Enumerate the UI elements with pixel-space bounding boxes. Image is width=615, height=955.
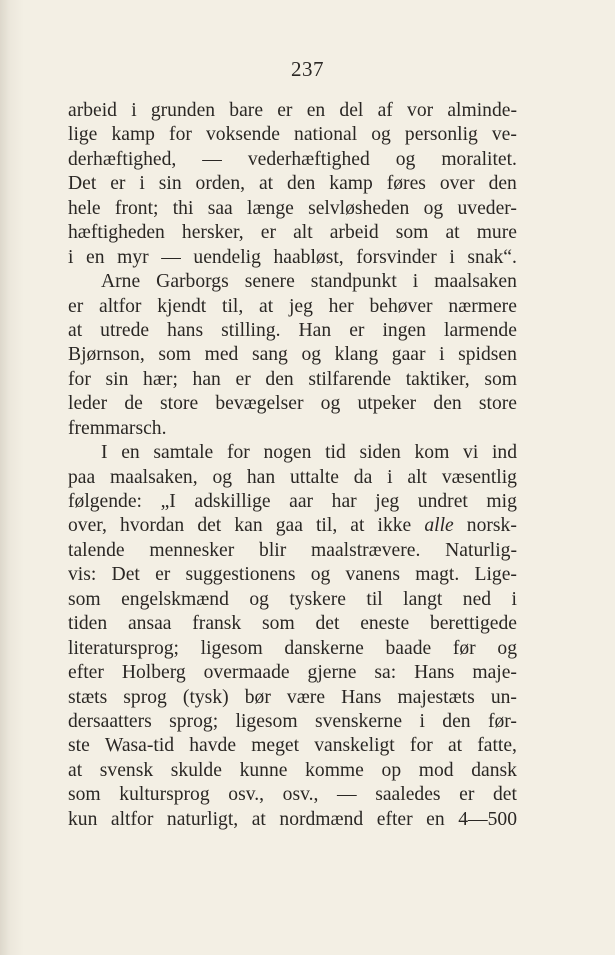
- word: til,: [222, 295, 244, 317]
- word: og: [249, 588, 269, 610]
- word: her: [328, 295, 354, 317]
- word: den: [488, 173, 517, 195]
- word: det: [315, 613, 340, 635]
- word: er: [155, 564, 171, 586]
- word: før: [452, 637, 476, 659]
- word: i: [511, 588, 517, 610]
- word: over,: [68, 515, 107, 537]
- word: del: [339, 100, 364, 121]
- text-line: [68, 319, 517, 343]
- word: en: [426, 808, 445, 830]
- word: senere: [244, 271, 295, 293]
- word: derhæftighed,: [68, 148, 177, 170]
- word: og: [371, 124, 391, 146]
- word: langt: [403, 588, 443, 610]
- word: store: [478, 393, 517, 415]
- word: havde: [189, 735, 237, 757]
- word: altfor: [110, 808, 154, 830]
- word: Arne: [101, 271, 141, 293]
- word: længe: [247, 197, 294, 219]
- word: haabløst,: [273, 246, 344, 268]
- word: vanens: [345, 564, 400, 586]
- word: ansaa: [127, 613, 172, 635]
- word: at: [259, 295, 274, 317]
- word: og: [310, 564, 331, 586]
- word: stæts: [68, 686, 108, 708]
- word: gaar: [391, 344, 426, 366]
- word: alt: [407, 466, 427, 488]
- word: undret: [417, 491, 468, 512]
- word: en: [121, 442, 140, 464]
- word: kjendt: [157, 295, 207, 317]
- text-line: [68, 734, 517, 758]
- word: larmende: [444, 319, 517, 341]
- word: følgende:: [68, 491, 142, 512]
- word: og: [301, 344, 322, 366]
- body-text: [68, 99, 517, 832]
- text-line: [68, 417, 517, 441]
- word: osv.,: [282, 784, 319, 806]
- word: Hans: [341, 686, 382, 708]
- text-line: [68, 221, 517, 245]
- word: den: [442, 710, 471, 732]
- word: fransk: [192, 613, 242, 635]
- word: vederhæftighed: [247, 148, 370, 170]
- text-line: [68, 588, 517, 612]
- word: arbeid: [329, 222, 379, 244]
- word: bare: [229, 100, 264, 121]
- word: med: [204, 344, 239, 366]
- word: i: [419, 710, 425, 732]
- word: og: [320, 393, 341, 415]
- word: —: [161, 246, 181, 268]
- word: for: [226, 442, 250, 464]
- text-line: [68, 783, 517, 807]
- text-line: [68, 466, 517, 490]
- word: 4—500: [458, 808, 517, 830]
- text-line: [68, 514, 517, 538]
- word: føres: [386, 173, 426, 195]
- word: Lige-: [474, 564, 517, 586]
- word: alt: [293, 222, 313, 244]
- text-line: [68, 661, 517, 685]
- word: stilling.: [221, 319, 281, 341]
- word: spidsen: [458, 344, 517, 366]
- word: er: [260, 222, 276, 244]
- word: Han: [298, 319, 332, 341]
- word: kultursprog: [119, 784, 210, 806]
- word: siden: [359, 442, 401, 464]
- word: ned: [462, 588, 492, 610]
- word: selvløsheden: [308, 197, 410, 219]
- word: magt.: [415, 564, 460, 586]
- text-line: [68, 686, 517, 710]
- word: som: [68, 784, 101, 806]
- text-line: [68, 295, 517, 319]
- word: literatursprog;: [68, 637, 179, 659]
- word: ikke: [377, 515, 412, 537]
- word: gjerne: [307, 662, 357, 684]
- word: den: [265, 368, 294, 390]
- word: engelskmænd: [121, 588, 229, 610]
- word: at: [258, 173, 274, 195]
- word: naturligt,: [166, 808, 239, 830]
- word: Garborgs: [156, 271, 229, 293]
- word: han: [246, 466, 276, 488]
- word: at: [251, 808, 266, 830]
- word: gaa: [275, 515, 303, 537]
- word: og: [212, 466, 233, 488]
- word: mig: [486, 491, 517, 512]
- word: kom: [414, 442, 450, 464]
- word: hær;: [143, 368, 178, 390]
- word: bevægelser: [215, 393, 304, 415]
- word: snak“.: [467, 246, 517, 268]
- word: Bjørnson,: [68, 344, 145, 366]
- word: for: [409, 735, 433, 757]
- word: utrede: [100, 319, 150, 341]
- word: i: [139, 173, 145, 195]
- word: vi: [463, 442, 479, 464]
- word: til,: [315, 515, 338, 537]
- word: mure: [476, 222, 517, 244]
- word: uveder-: [457, 197, 517, 219]
- word: den: [433, 393, 462, 415]
- word: sin: [158, 173, 182, 195]
- word: væsentlig: [441, 466, 517, 488]
- text-line: [68, 172, 517, 196]
- word: ve-: [491, 124, 517, 146]
- word: aar: [289, 491, 314, 512]
- text-line: [68, 612, 517, 636]
- word: en: [86, 246, 105, 268]
- word: har: [331, 491, 357, 512]
- word: kunne: [239, 759, 288, 781]
- word: for: [68, 368, 91, 390]
- word: personlig: [404, 124, 478, 146]
- word: alle: [424, 515, 454, 537]
- word: myr: [117, 246, 149, 268]
- word: taktiker,: [405, 368, 470, 390]
- word: danskerne: [284, 637, 364, 659]
- word: af: [377, 100, 393, 121]
- word: ste: [68, 735, 90, 757]
- word: Wasa-tid: [104, 735, 175, 757]
- word: som: [158, 344, 192, 366]
- word: fatte,: [477, 735, 517, 757]
- word: uttalte: [290, 466, 339, 488]
- word: (tysk): [182, 686, 229, 708]
- word: vor: [407, 100, 434, 121]
- word: samtale: [153, 442, 214, 464]
- word: sang: [251, 344, 288, 366]
- word: —: [202, 148, 222, 170]
- text-line: [68, 710, 517, 734]
- word: klang: [334, 344, 379, 366]
- word: adskillige: [194, 491, 271, 512]
- word: og: [423, 197, 444, 219]
- word: kan: [234, 515, 263, 537]
- word: hans: [167, 319, 204, 341]
- word: maalsaken: [434, 271, 517, 293]
- word: ligesom: [200, 637, 263, 659]
- word: er: [110, 173, 126, 195]
- word: osv.,: [228, 784, 265, 806]
- word: være: [286, 686, 326, 708]
- word: ingen: [382, 319, 426, 341]
- word: han: [192, 368, 221, 390]
- word: en: [306, 100, 326, 121]
- word: er: [277, 100, 293, 121]
- word: leder: [68, 393, 108, 415]
- word: talende: [68, 539, 125, 561]
- text-line: [68, 490, 517, 514]
- word: store: [160, 393, 199, 415]
- word: mennesker: [149, 539, 235, 561]
- text-line: [68, 246, 517, 270]
- word: majestæts: [397, 686, 475, 708]
- word: utpeker: [357, 393, 417, 415]
- word: altfor: [99, 295, 142, 317]
- word: i: [387, 466, 393, 488]
- word: voksende: [205, 124, 280, 146]
- word: tiden: [68, 613, 108, 635]
- word: —: [337, 784, 357, 806]
- word: vanskeligt: [314, 735, 395, 757]
- word: er: [235, 368, 251, 390]
- word: kun: [68, 808, 98, 830]
- word: er: [459, 784, 475, 806]
- word: den: [287, 173, 316, 195]
- word: er: [349, 319, 365, 341]
- text-line: [68, 392, 517, 416]
- word: kamp: [329, 173, 373, 195]
- word: skulde: [170, 759, 222, 781]
- word: at: [68, 759, 83, 781]
- word: Naturlig-: [445, 539, 517, 561]
- word: efter: [68, 662, 104, 684]
- word: som: [484, 368, 517, 390]
- word: hersker,: [181, 222, 244, 244]
- word: til: [366, 588, 383, 610]
- text-line: [68, 637, 517, 661]
- word: i: [449, 246, 455, 268]
- word: maalstrævere.: [311, 539, 421, 561]
- text-line: [68, 808, 517, 832]
- word: arbeid: [68, 100, 117, 121]
- word: at: [447, 735, 463, 757]
- word: at: [350, 515, 365, 537]
- word: sprog;: [169, 710, 219, 732]
- word: grunden: [150, 100, 216, 121]
- word: de: [124, 393, 143, 415]
- word: sin: [105, 368, 129, 390]
- word: fremmarsch.: [68, 417, 167, 439]
- word: maje-: [472, 662, 517, 684]
- word: i: [439, 344, 445, 366]
- text-line: [68, 197, 517, 221]
- word: behøver: [369, 295, 433, 317]
- word: det: [197, 515, 222, 537]
- word: Hans: [414, 662, 455, 684]
- word: over: [439, 173, 475, 195]
- word: mod: [418, 759, 454, 781]
- word: maalsaken,: [110, 466, 198, 488]
- word: jeg: [375, 491, 400, 512]
- word: meget: [251, 735, 300, 757]
- text-line: [68, 148, 517, 172]
- word: forsvinder: [356, 246, 437, 268]
- word: ind: [491, 442, 517, 464]
- word: lige: [68, 124, 98, 146]
- text-line: [68, 563, 517, 587]
- word: front;: [114, 197, 159, 219]
- paragraph-first-line: [68, 441, 517, 465]
- word: nordmænd: [279, 808, 364, 830]
- word: norsk-: [466, 515, 517, 537]
- word: uendelig: [193, 246, 261, 268]
- text-line: [68, 99, 517, 123]
- word: tyskere: [289, 588, 346, 610]
- text-line: [68, 539, 517, 563]
- word: i: [412, 271, 419, 293]
- word: berettigede: [429, 613, 517, 635]
- word: nærmere: [448, 295, 517, 317]
- word: i: [131, 100, 137, 121]
- word: sa:: [374, 662, 397, 684]
- paragraph-first-line: [68, 270, 517, 294]
- word: kamp: [111, 124, 155, 146]
- word: jeg: [288, 295, 313, 317]
- word: for: [169, 124, 192, 146]
- word: paa: [68, 466, 96, 488]
- word: saaledes: [375, 784, 441, 806]
- text-line: [68, 123, 517, 147]
- word: at: [445, 222, 460, 244]
- word: nogen: [263, 442, 312, 464]
- word: at: [68, 319, 83, 341]
- word: som: [68, 588, 101, 610]
- word: da: [353, 466, 373, 488]
- word: suggestionens: [185, 564, 296, 586]
- word: som: [395, 222, 429, 244]
- word: hvordan: [120, 515, 185, 537]
- word: hele: [68, 197, 101, 219]
- word: i: [68, 246, 74, 268]
- word: saa: [207, 197, 233, 219]
- word: dansk: [471, 759, 517, 781]
- word: I: [101, 442, 108, 464]
- word: blir: [259, 539, 287, 561]
- word: og: [497, 637, 517, 659]
- word: op: [381, 759, 402, 781]
- word: svenskerne: [314, 710, 403, 732]
- page-number: 237: [291, 57, 324, 81]
- word: før-: [487, 710, 517, 732]
- word: stilfarende: [308, 368, 392, 390]
- word: svensk: [99, 759, 154, 781]
- word: overmaade: [203, 662, 290, 684]
- word: ligesom: [235, 710, 298, 732]
- word: baade: [385, 637, 432, 659]
- text-line: [68, 343, 517, 367]
- word: tid: [325, 442, 346, 464]
- word: vis:: [68, 564, 97, 586]
- word: national: [294, 124, 358, 146]
- word: efter: [376, 808, 413, 830]
- word: „I: [160, 491, 176, 512]
- word: alminde-: [447, 100, 517, 121]
- word: hæftigheden: [68, 222, 165, 244]
- word: eneste: [360, 613, 410, 635]
- word: og: [395, 148, 416, 170]
- word: orden,: [195, 173, 246, 195]
- word: bør: [244, 686, 271, 708]
- word: moralitet.: [441, 148, 517, 170]
- word: komme: [305, 759, 364, 781]
- word: det: [493, 784, 517, 806]
- word: dersaatters: [68, 710, 152, 732]
- word: som: [262, 613, 295, 635]
- text-line: [68, 368, 517, 392]
- word: standpunkt: [310, 271, 397, 293]
- word: un-: [490, 686, 517, 708]
- word: er: [68, 295, 84, 317]
- word: Holberg: [121, 662, 186, 684]
- word: Det: [68, 173, 97, 195]
- word: Det: [111, 564, 140, 586]
- word: thi: [172, 197, 194, 219]
- text-line: [68, 759, 517, 783]
- word: sprog: [123, 686, 167, 708]
